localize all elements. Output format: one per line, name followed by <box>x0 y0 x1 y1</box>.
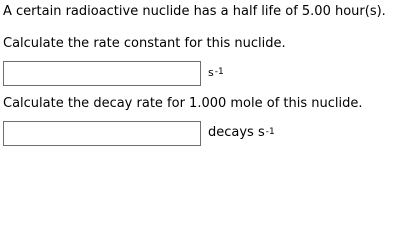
rate-constant-input[interactable] <box>3 61 201 86</box>
rate-constant-prompt: Calculate the rate constant for this nuclide. <box>3 36 286 51</box>
decay-rate-prompt: Calculate the decay rate for 1.000 mole of this nuclide. <box>3 96 363 111</box>
decay-rate-unit-exponent: -1 <box>265 127 275 137</box>
rate-constant-unit-exponent: -1 <box>214 67 224 77</box>
decay-rate-unit-base: decays s <box>208 125 265 140</box>
rate-constant-unit-base: s <box>208 66 214 79</box>
rate-constant-unit <box>208 66 224 80</box>
decay-rate-unit <box>208 126 275 140</box>
problem-statement: A certain radioactive nuclide has a half life of 5.00 hour(s). <box>3 4 386 19</box>
decay-rate-input[interactable] <box>3 121 201 146</box>
